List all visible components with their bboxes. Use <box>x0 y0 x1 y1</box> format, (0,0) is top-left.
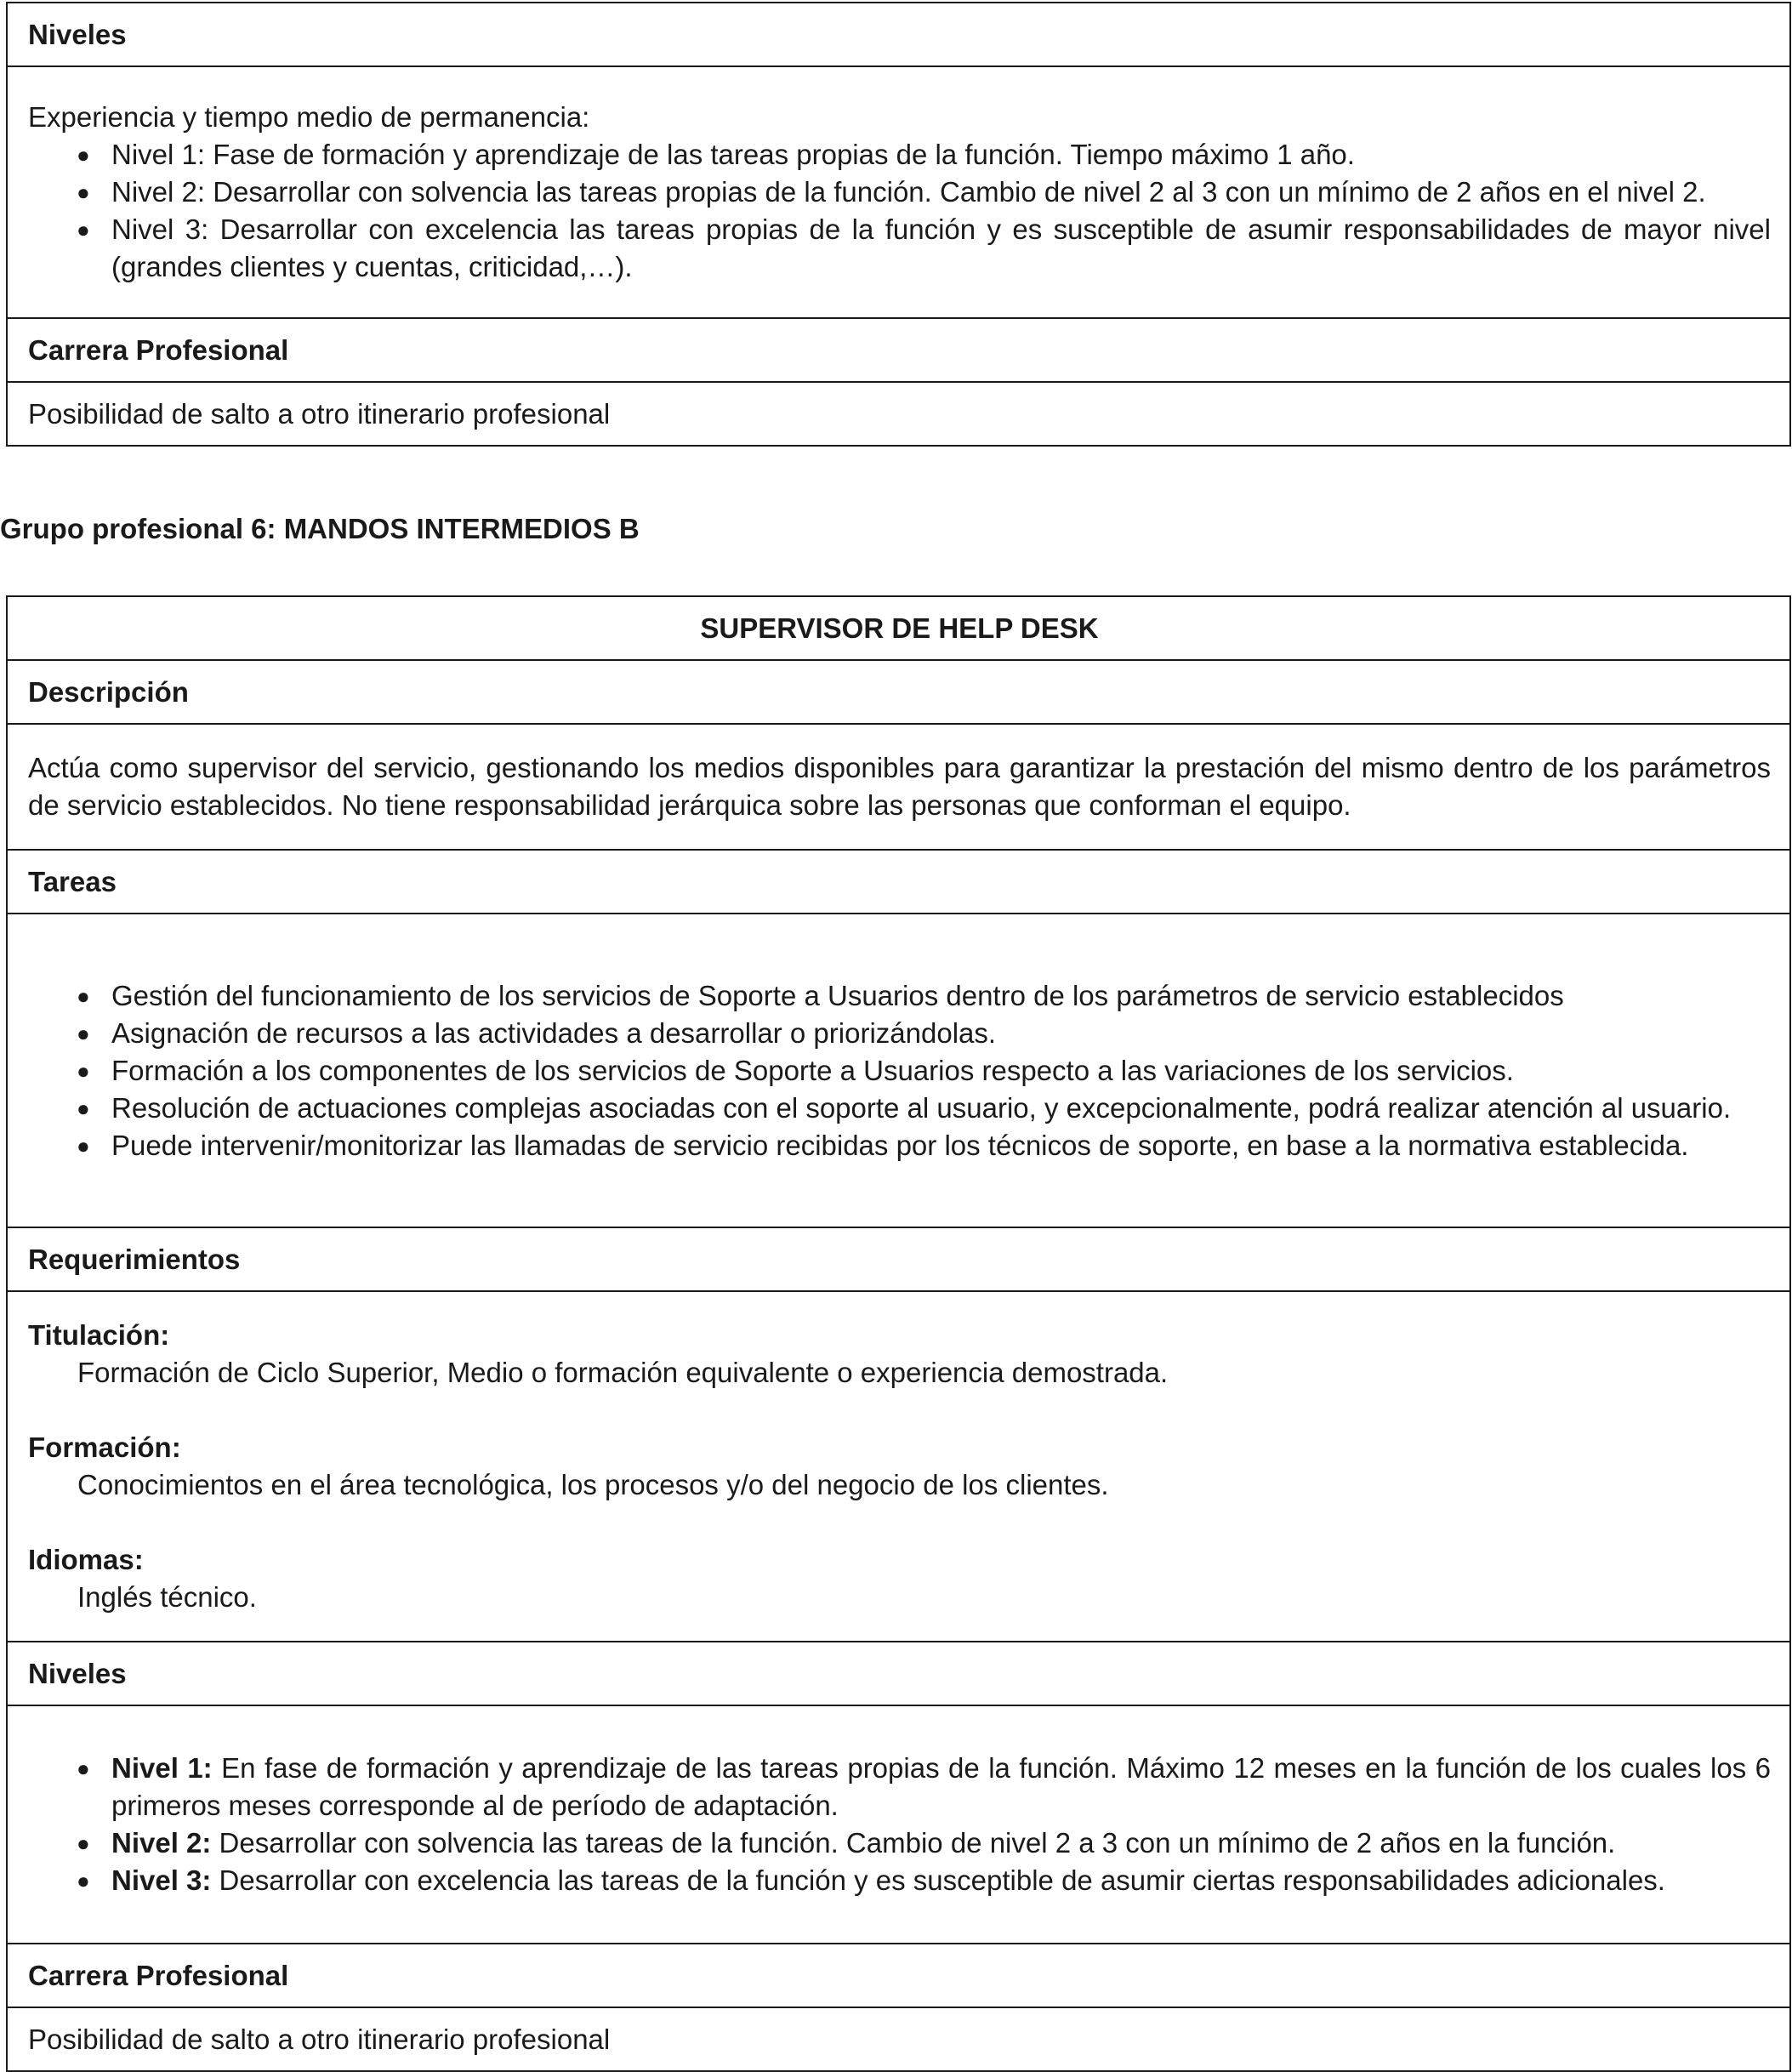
carrera-header: Carrera Profesional <box>7 318 1790 382</box>
descripcion-text: Actúa como supervisor del servicio, gestionando los medios disponibles para garantizar la prestación del mismo dentro de los parámetros de servicio establecidos. No tiene responsabilidad jerárquica sobre las personas que conforman el equipo. <box>7 724 1790 850</box>
list-item: ● Nivel 2: Desarrollar con solvencia las tareas propias de la función. Cambio de nivel 2 al 3 con un mínimo de 2 años en el nivel 2. <box>28 174 1771 211</box>
bullet-icon: ● <box>77 1057 90 1084</box>
job-table-previous <box>6 2 1791 447</box>
list-item: ● Resolución de actuaciones complejas asociadas con el soporte al usuario, y excepcionalmente, podrá realizar atención al usuario. <box>28 1090 1771 1127</box>
list-item: ● Formación a los componentes de los servicios de Soporte a Usuarios respecto a las variaciones de los servicios. <box>28 1052 1771 1090</box>
titulacion-label: Titulación: <box>28 1319 170 1351</box>
list-item: ● Gestión del funcionamiento de los servicios de Soporte a Usuarios dentro de los parámetros de servicio establecidos <box>28 977 1771 1015</box>
bullet-icon: ● <box>77 1095 90 1121</box>
bullet-icon: ● <box>77 1868 90 1893</box>
requerimientos-header: Requerimientos <box>7 1227 1790 1291</box>
idiomas-text: Inglés técnico. <box>77 1581 257 1613</box>
carrera-text: Posibilidad de salto a otro itinerario profesional <box>7 382 1790 446</box>
list-item: ● Nivel 3: Desarrollar con excelencia las tareas propias de la función y es susceptible de asumir responsabilidades de mayor nivel (grandes clientes y cuentas, criticidad,…). <box>28 211 1771 286</box>
bullet-icon: ● <box>77 1830 90 1856</box>
bullet-icon: ● <box>77 982 90 1009</box>
tareas-list <box>28 977 1771 1164</box>
list-item: ● Nivel 1: Fase de formación y aprendizaje de las tareas propias de la función. Tiempo máximo 1 año. <box>28 136 1771 174</box>
niveles-intro: Experiencia y tiempo medio de permanencia: <box>28 101 590 133</box>
niveles-cell <box>7 66 1790 318</box>
requerimientos-cell <box>7 1291 1790 1642</box>
bullet-icon: ● <box>77 1756 90 1781</box>
tareas-header: Tareas <box>7 850 1790 914</box>
niveles-cell <box>7 1705 1790 1944</box>
job-table-supervisor <box>6 595 1791 2072</box>
bullet-icon: ● <box>77 217 90 242</box>
formacion-label: Formación: <box>28 1432 181 1463</box>
list-item: ● Nivel 1: En fase de formación y aprendizaje de las tareas propias de la función. Máximo 12 meses en la función de los cuales los 6 primeros meses corresponde al de período de adaptación. <box>28 1750 1771 1824</box>
descripcion-header: Descripción <box>7 660 1790 724</box>
niveles-list <box>28 1750 1771 1899</box>
bullet-icon: ● <box>77 1020 90 1046</box>
idiomas-label: Idiomas: <box>28 1544 144 1575</box>
formacion-text: Conocimientos en el área tecnológica, los procesos y/o del negocio de los clientes. <box>77 1469 1109 1500</box>
list-item: ● Asignación de recursos a las actividades a desarrollar o priorizándolas. <box>28 1015 1771 1052</box>
bullet-icon: ● <box>77 179 90 205</box>
tareas-cell <box>7 914 1790 1227</box>
list-item: ● Nivel 2: Desarrollar con solvencia las tareas de la función. Cambio de nivel 2 a 3 con un mínimo de 2 años en la función. <box>28 1824 1771 1862</box>
niveles-list <box>28 136 1771 286</box>
list-item: ● Nivel 3: Desarrollar con excelencia las tareas de la función y es susceptible de asumir ciertas responsabilidades adicionales. <box>28 1862 1771 1899</box>
group-heading: Grupo profesional 6: MANDOS INTERMEDIOS B <box>0 513 640 544</box>
niveles-header: Niveles <box>7 3 1790 66</box>
job-title: SUPERVISOR DE HELP DESK <box>7 596 1790 660</box>
niveles-header: Niveles <box>7 1642 1790 1705</box>
list-item: ● Puede intervenir/monitorizar las llamadas de servicio recibidas por los técnicos de soporte, en base a la normativa establecida. <box>28 1127 1771 1164</box>
bullet-icon: ● <box>77 142 90 168</box>
titulacion-text: Formación de Ciclo Superior, Medio o formación equivalente o experiencia demostrada. <box>77 1357 1169 1388</box>
carrera-header: Carrera Profesional <box>7 1944 1790 2007</box>
carrera-text: Posibilidad de salto a otro itinerario profesional <box>7 2007 1790 2071</box>
bullet-icon: ● <box>77 1132 90 1158</box>
